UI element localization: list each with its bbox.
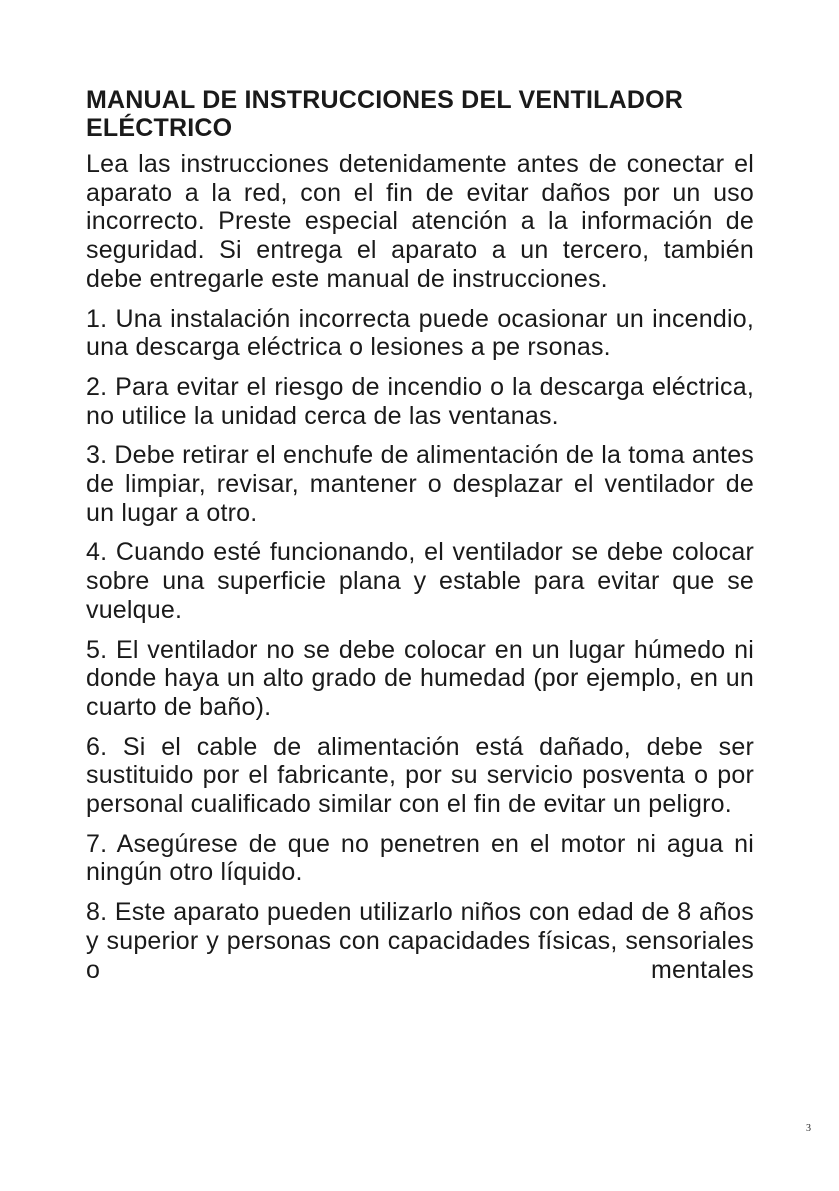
instruction-item-7: 7. Asegúrese de que no penetren en el motor ni agua ni ningún otro líquido. bbox=[86, 829, 754, 887]
instruction-item-1: 1. Una instalación incorrecta puede ocasionar un incendio, una descarga eléctrica o lesiones a pe rsonas. bbox=[86, 304, 754, 362]
instruction-item-2: 2. Para evitar el riesgo de incendio o la descarga eléctrica, no utilice la unidad cerca de las ventanas. bbox=[86, 372, 754, 430]
manual-page bbox=[86, 86, 754, 995]
instruction-item-5: 5. El ventilador no se debe colocar en un lugar húmedo ni donde haya un alto grado de humedad (por ejemplo, en un cuarto de baño). bbox=[86, 635, 754, 721]
instruction-item-3: 3. Debe retirar el enchufe de alimentación de la toma antes de limpiar, revisar, mantener o desplazar el ventilador de un lugar a otro. bbox=[86, 441, 754, 527]
page-number: 3 bbox=[806, 1123, 811, 1134]
intro-paragraph: Lea las instrucciones detenidamente antes de conectar el aparato a la red, con el fin de evitar daños por un uso incorrecto. Preste especial atención a la información de seguridad. Si entrega el aparato a un tercero, también debe entregarle este manual de instrucciones. bbox=[86, 150, 754, 293]
instruction-item-4: 4. Cuando esté funcionando, el ventilador se debe colocar sobre una superficie plana y estable para evitar que se vuelque. bbox=[86, 538, 754, 624]
instruction-item-6: 6. Si el cable de alimentación está dañado, debe ser sustituido por el fabricante, por su servicio posventa o por personal cualificado similar con el fin de evitar un peligro. bbox=[86, 732, 754, 819]
page-title: MANUAL DE INSTRUCCIONES DEL VENTILADOR ELÉCTRICO bbox=[86, 86, 683, 142]
instruction-item-8: 8. Este aparato pueden utilizarlo niños con edad de 8 años y superior y personas con capacidades físicas, sensoriales o mentales bbox=[86, 898, 754, 984]
